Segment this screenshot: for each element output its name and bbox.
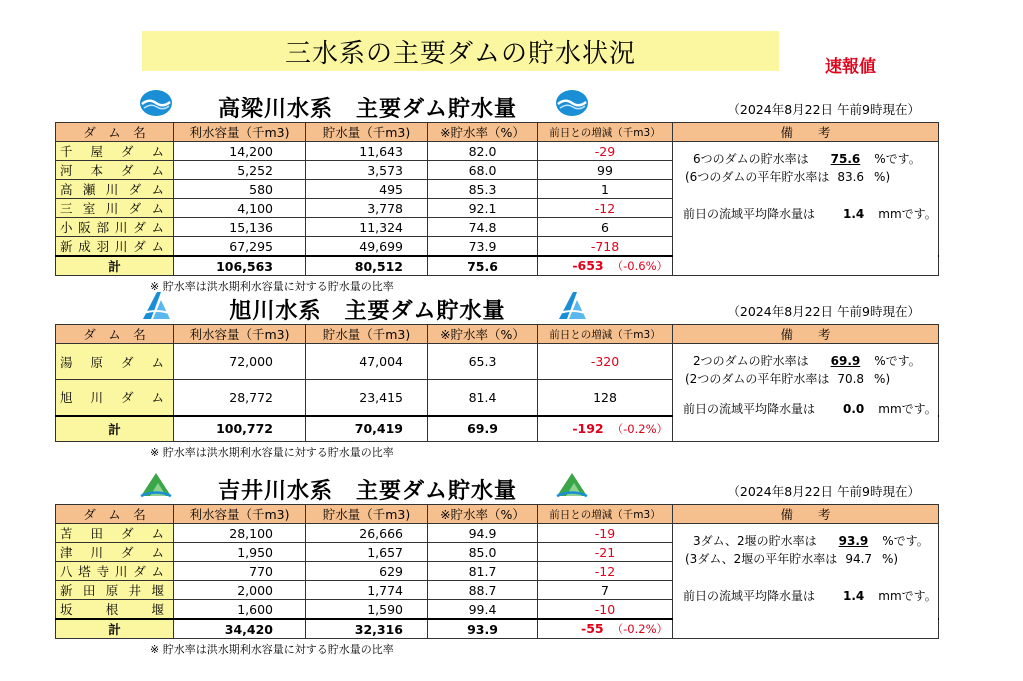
storage-rate-value: 75.6 (830, 152, 861, 166)
dam-section (55, 294, 938, 460)
dam-rate: 85.3 (428, 180, 538, 199)
section-title: 旭川水系 主要ダム貯水量 (229, 299, 506, 324)
dam-name: 高瀬川ダム (56, 180, 174, 199)
section-timestamp: （2024年8月22日 午前9時現在） (727, 484, 920, 499)
remarks-line (693, 150, 921, 167)
mountain-a-logo-icon (139, 290, 173, 320)
dam-diff: -320 (538, 344, 673, 380)
dam-row (56, 344, 939, 380)
dam-diff: 128 (538, 380, 673, 416)
dam-capacity: 67,295 (174, 237, 306, 257)
dam-name: 新成羽川ダム (56, 237, 174, 257)
dam-storage: 11,324 (306, 218, 428, 237)
remarks-text: 前日の流域平均降水量は (683, 402, 816, 416)
remarks-text: (2つのダムの平年貯水率は (685, 372, 830, 386)
normal-rate-value: 94.7 (845, 552, 873, 566)
dam-rate: 65.3 (428, 344, 538, 380)
dam-storage: 495 (306, 180, 428, 199)
dam-storage: 49,699 (306, 237, 428, 257)
rainfall-value: 1.4 (843, 207, 865, 221)
remarks-text: 6つのダムの貯水率は (693, 152, 809, 166)
remarks-line (683, 205, 937, 222)
dam-rate: 99.4 (428, 600, 538, 620)
dam-name: 八塔寺川ダム (56, 562, 174, 581)
remarks-line (693, 532, 929, 549)
dam-name: 千屋ダム (56, 142, 174, 161)
dam-capacity: 5,252 (174, 161, 306, 180)
dam-name: 河本ダム (56, 161, 174, 180)
table-header-row (56, 123, 939, 142)
dam-rate: 88.7 (428, 581, 538, 600)
dam-rate: 74.8 (428, 218, 538, 237)
col-header-remarks: 備 考 (673, 505, 939, 524)
remarks-text: 3ダム、2堰の貯水率は (693, 534, 817, 548)
footnote: ※ 貯水率は洪水期利水容量に対する貯水量の比率 (150, 280, 394, 293)
remarks-text: (6つのダムの平年貯水率は (685, 170, 830, 184)
dam-capacity: 14,200 (174, 142, 306, 161)
dam-capacity: 770 (174, 562, 306, 581)
dam-capacity: 1,950 (174, 543, 306, 562)
dam-storage: 47,004 (306, 344, 428, 380)
col-header-capacity: 利水容量（千m3) (174, 505, 306, 524)
total-diff: -653 (572, 258, 604, 273)
remarks-text: 前日の流域平均降水量は (683, 589, 816, 603)
dam-table (55, 504, 939, 639)
dam-diff: 1 (538, 180, 673, 199)
col-header-capacity: 利水容量（千m3) (174, 123, 306, 142)
normal-rate-value: 83.6 (837, 170, 865, 184)
col-header-name: ダ ム 名 (56, 505, 174, 524)
dam-name: 三室川ダム (56, 199, 174, 218)
dam-diff: -21 (538, 543, 673, 562)
dam-capacity: 4,100 (174, 199, 306, 218)
total-diff-percent: （-0.2%） (611, 622, 668, 636)
total-diff-cell (538, 619, 673, 639)
remarks-unit: mmです。 (878, 589, 937, 603)
dam-diff: -718 (538, 237, 673, 257)
remarks-unit: mmです。 (878, 402, 937, 416)
col-header-capacity: 利水容量（千m3) (174, 325, 306, 344)
col-header-rate: ※貯水率（%） (428, 325, 538, 344)
dam-capacity: 15,136 (174, 218, 306, 237)
total-diff: -192 (572, 420, 604, 436)
dam-capacity: 28,772 (174, 380, 306, 416)
total-diff-cell (538, 256, 673, 276)
total-capacity: 34,420 (174, 619, 306, 639)
dam-name: 新田原井堰 (56, 581, 174, 600)
col-header-remarks: 備 考 (673, 123, 939, 142)
remarks-text: 前日の流域平均降水量は (683, 207, 816, 221)
total-label: 計 (56, 256, 174, 276)
rainfall-value: 1.4 (843, 589, 865, 603)
dam-table (55, 122, 939, 276)
dam-name: 苫田ダム (56, 524, 174, 543)
dam-diff: 6 (538, 218, 673, 237)
dam-storage: 23,415 (306, 380, 428, 416)
col-header-diff: 前日との増減（千m3） (538, 123, 673, 142)
total-rate: 69.9 (428, 416, 538, 442)
dam-rate: 82.0 (428, 142, 538, 161)
col-header-rate: ※貯水率（%） (428, 505, 538, 524)
wave-logo-icon (555, 88, 589, 118)
dam-diff: -19 (538, 524, 673, 543)
remarks-line (683, 400, 937, 417)
dam-section (55, 92, 938, 294)
remarks-line (693, 352, 921, 369)
col-header-diff: 前日との増減（千m3） (538, 325, 673, 344)
remarks-unit: %) (882, 552, 899, 566)
total-storage: 70,419 (306, 416, 428, 442)
dam-row (56, 142, 939, 161)
total-rate: 93.9 (428, 619, 538, 639)
col-header-diff: 前日との増減（千m3） (538, 505, 673, 524)
dam-storage: 1,590 (306, 600, 428, 620)
table-header-row (56, 325, 939, 344)
dam-diff: 99 (538, 161, 673, 180)
mountain-a-logo-icon (555, 290, 589, 320)
dam-rate: 73.9 (428, 237, 538, 257)
total-storage: 80,512 (306, 256, 428, 276)
dam-rate: 81.7 (428, 562, 538, 581)
dam-capacity: 1,600 (174, 600, 306, 620)
footnote: ※ 貯水率は洪水期利水容量に対する貯水量の比率 (150, 446, 394, 459)
section-timestamp: （2024年8月22日 午前9時現在） (727, 102, 920, 117)
dam-storage: 26,666 (306, 524, 428, 543)
dam-capacity: 2,000 (174, 581, 306, 600)
total-rate: 75.6 (428, 256, 538, 276)
col-header-storage: 貯水量（千m3) (306, 325, 428, 344)
remarks-line (683, 587, 937, 604)
dam-rate: 94.9 (428, 524, 538, 543)
remarks-unit: %です。 (874, 354, 921, 368)
green-mountain-logo-icon (555, 470, 589, 500)
section-header (55, 92, 938, 122)
remarks-unit: mmです。 (878, 207, 937, 221)
dam-diff: -12 (538, 199, 673, 218)
dam-name: 湯原ダム (56, 344, 174, 380)
remarks-text: 2つのダムの貯水率は (693, 354, 809, 368)
remarks-cell (673, 344, 939, 442)
total-label: 計 (56, 619, 174, 639)
dam-diff: -12 (538, 562, 673, 581)
dam-diff: -10 (538, 600, 673, 620)
dam-storage: 629 (306, 562, 428, 581)
col-header-storage: 貯水量（千m3) (306, 505, 428, 524)
total-storage: 32,316 (306, 619, 428, 639)
storage-rate-value: 93.9 (838, 534, 869, 548)
dam-capacity: 28,100 (174, 524, 306, 543)
remarks-line (685, 370, 890, 387)
dam-row (56, 524, 939, 543)
remarks-cell (673, 524, 939, 639)
remarks-unit: %) (874, 170, 891, 184)
remarks-cell (673, 142, 939, 276)
section-header (55, 294, 938, 324)
table-header-row (56, 505, 939, 524)
dam-storage: 3,573 (306, 161, 428, 180)
col-header-remarks: 備 考 (673, 325, 939, 344)
section-title: 高梁川水系 主要ダム貯水量 (217, 97, 517, 122)
col-header-name: ダ ム 名 (56, 325, 174, 344)
total-diff-percent: （-0.6%） (611, 259, 668, 273)
dam-storage: 3,778 (306, 199, 428, 218)
footnote: ※ 貯水率は洪水期利水容量に対する貯水量の比率 (150, 643, 394, 656)
section-header (55, 474, 938, 504)
dam-storage: 1,774 (306, 581, 428, 600)
total-capacity: 100,772 (174, 416, 306, 442)
section-timestamp: （2024年8月22日 午前9時現在） (727, 304, 920, 319)
dam-rate: 81.4 (428, 380, 538, 416)
page-title: 三水系の主要ダムの貯水状況 (142, 31, 779, 71)
dam-rate: 85.0 (428, 543, 538, 562)
green-mountain-logo-icon (139, 470, 173, 500)
dam-name: 小阪部川ダム (56, 218, 174, 237)
dam-table (55, 324, 939, 442)
remarks-text: (3ダム、2堰の平年貯水率は (685, 552, 838, 566)
wave-logo-icon (139, 88, 173, 118)
total-label: 計 (56, 416, 174, 442)
dam-storage: 1,657 (306, 543, 428, 562)
remarks-unit: %です。 (882, 534, 929, 548)
dam-capacity: 72,000 (174, 344, 306, 380)
dam-diff: -29 (538, 142, 673, 161)
dam-name: 津川ダム (56, 543, 174, 562)
section-title: 吉井川水系 主要ダム貯水量 (217, 479, 517, 504)
dam-section (55, 474, 938, 657)
total-diff-cell (538, 416, 673, 442)
remarks-line (685, 168, 890, 185)
total-diff-percent: （-0.2%） (611, 421, 668, 436)
col-header-storage: 貯水量（千m3) (306, 123, 428, 142)
dam-rate: 92.1 (428, 199, 538, 218)
remarks-unit: %です。 (874, 152, 921, 166)
dam-name: 坂根堰 (56, 600, 174, 620)
rainfall-value: 0.0 (843, 402, 865, 416)
dam-diff: 7 (538, 581, 673, 600)
col-header-name: ダ ム 名 (56, 123, 174, 142)
dam-capacity: 580 (174, 180, 306, 199)
remarks-line (685, 550, 898, 567)
dam-storage: 11,643 (306, 142, 428, 161)
total-capacity: 106,563 (174, 256, 306, 276)
total-diff: -55 (581, 621, 604, 636)
preliminary-badge: 速報値 (825, 57, 876, 77)
col-header-rate: ※貯水率（%） (428, 123, 538, 142)
storage-rate-value: 69.9 (830, 354, 861, 368)
dam-rate: 68.0 (428, 161, 538, 180)
dam-name: 旭川ダム (56, 380, 174, 416)
remarks-unit: %) (874, 372, 891, 386)
normal-rate-value: 70.8 (837, 372, 865, 386)
